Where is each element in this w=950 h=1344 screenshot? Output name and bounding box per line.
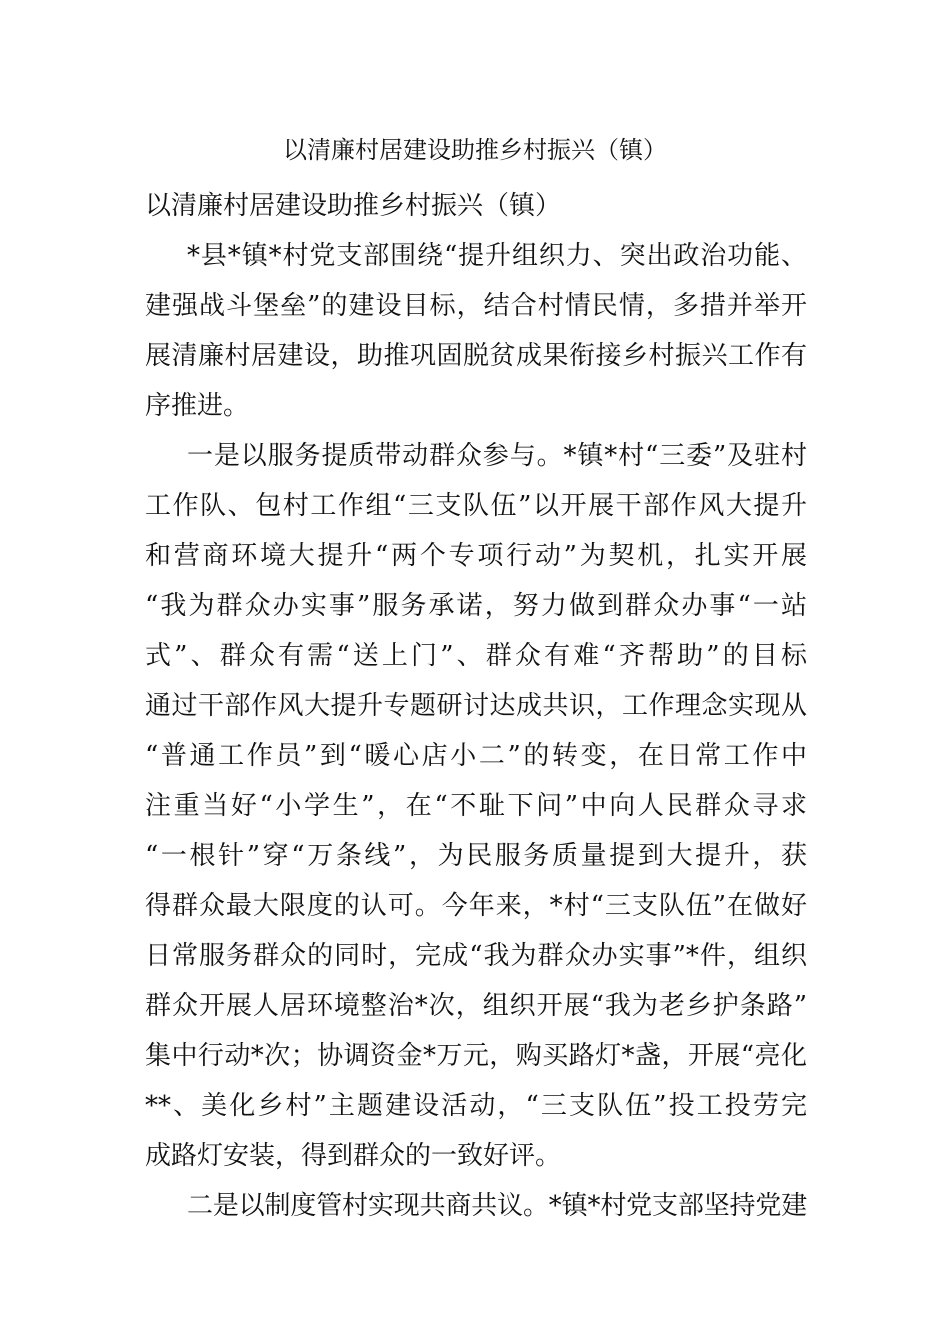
paragraph-1-line-2: 建强战斗堡垒”的建设目标，结合村情民情，多措并举开 <box>145 291 807 321</box>
paragraph-2-line-11: 日常服务群众的同时，完成“我为群众办实事”*件，组织 <box>145 941 807 971</box>
paragraph-2-line-15: 成路灯安装，得到群众的一致好评。 <box>145 1141 562 1171</box>
document-title: 以清廉村居建设助推乡村振兴（镇） <box>283 136 667 164</box>
paragraph-2-line-7: “普通工作员”到“暖心店小二”的转变，在日常工作中 <box>145 741 807 771</box>
paragraph-2-line-13: 集中行动*次；协调资金*万元，购买路灯*盏，开展“亮化 <box>145 1041 807 1071</box>
paragraph-2-line-6: 通过干部作风大提升专题研讨达成共识，工作理念实现从 <box>145 691 807 721</box>
paragraph-2-line-1: 一是以服务提质带动群众参与。*镇*村“三委”及驻村 <box>187 441 807 471</box>
paragraph-1-line-1: *县*镇*村党支部围绕“提升组织力、突出政治功能、 <box>187 241 807 271</box>
paragraph-2-line-8: 注重当好“小学生”，在“不耻下问”中向人民群众寻求 <box>145 791 807 821</box>
paragraph-2-line-12: 群众开展人居环境整治*次，组织开展“我为老乡护条路” <box>145 991 807 1021</box>
paragraph-2-line-5: 式”、群众有需“送上门”、群众有难“齐帮助”的目标 <box>145 641 807 671</box>
paragraph-1-line-3: 展清廉村居建设，助推巩固脱贫成果衔接乡村振兴工作有 <box>145 341 807 371</box>
paragraph-2-line-4: “我为群众办实事”服务承诺，努力做到群众办事“一站 <box>145 591 807 621</box>
paragraph-2-line-2: 工作队、包村工作组“三支队伍”以开展干部作风大提升 <box>145 491 807 521</box>
paragraph-2-line-10: 得群众最大限度的认可。今年来，*村“三支队伍”在做好 <box>145 891 807 921</box>
document-subtitle: 以清廉村居建设助推乡村振兴（镇） <box>145 191 562 221</box>
paragraph-2-line-14: **、美化乡村”主题建设活动，“三支队伍”投工投劳完 <box>145 1091 807 1121</box>
paragraph-2-line-3: 和营商环境大提升“两个专项行动”为契机，扎实开展 <box>145 541 807 571</box>
paragraph-3-line-1: 二是以制度管村实现共商共议。*镇*村党支部坚持党建 <box>187 1191 807 1221</box>
paragraph-1-line-4: 序推进。 <box>145 391 250 421</box>
paragraph-2-line-9: “一根针”穿“万条线”，为民服务质量提到大提升，获 <box>145 841 807 871</box>
